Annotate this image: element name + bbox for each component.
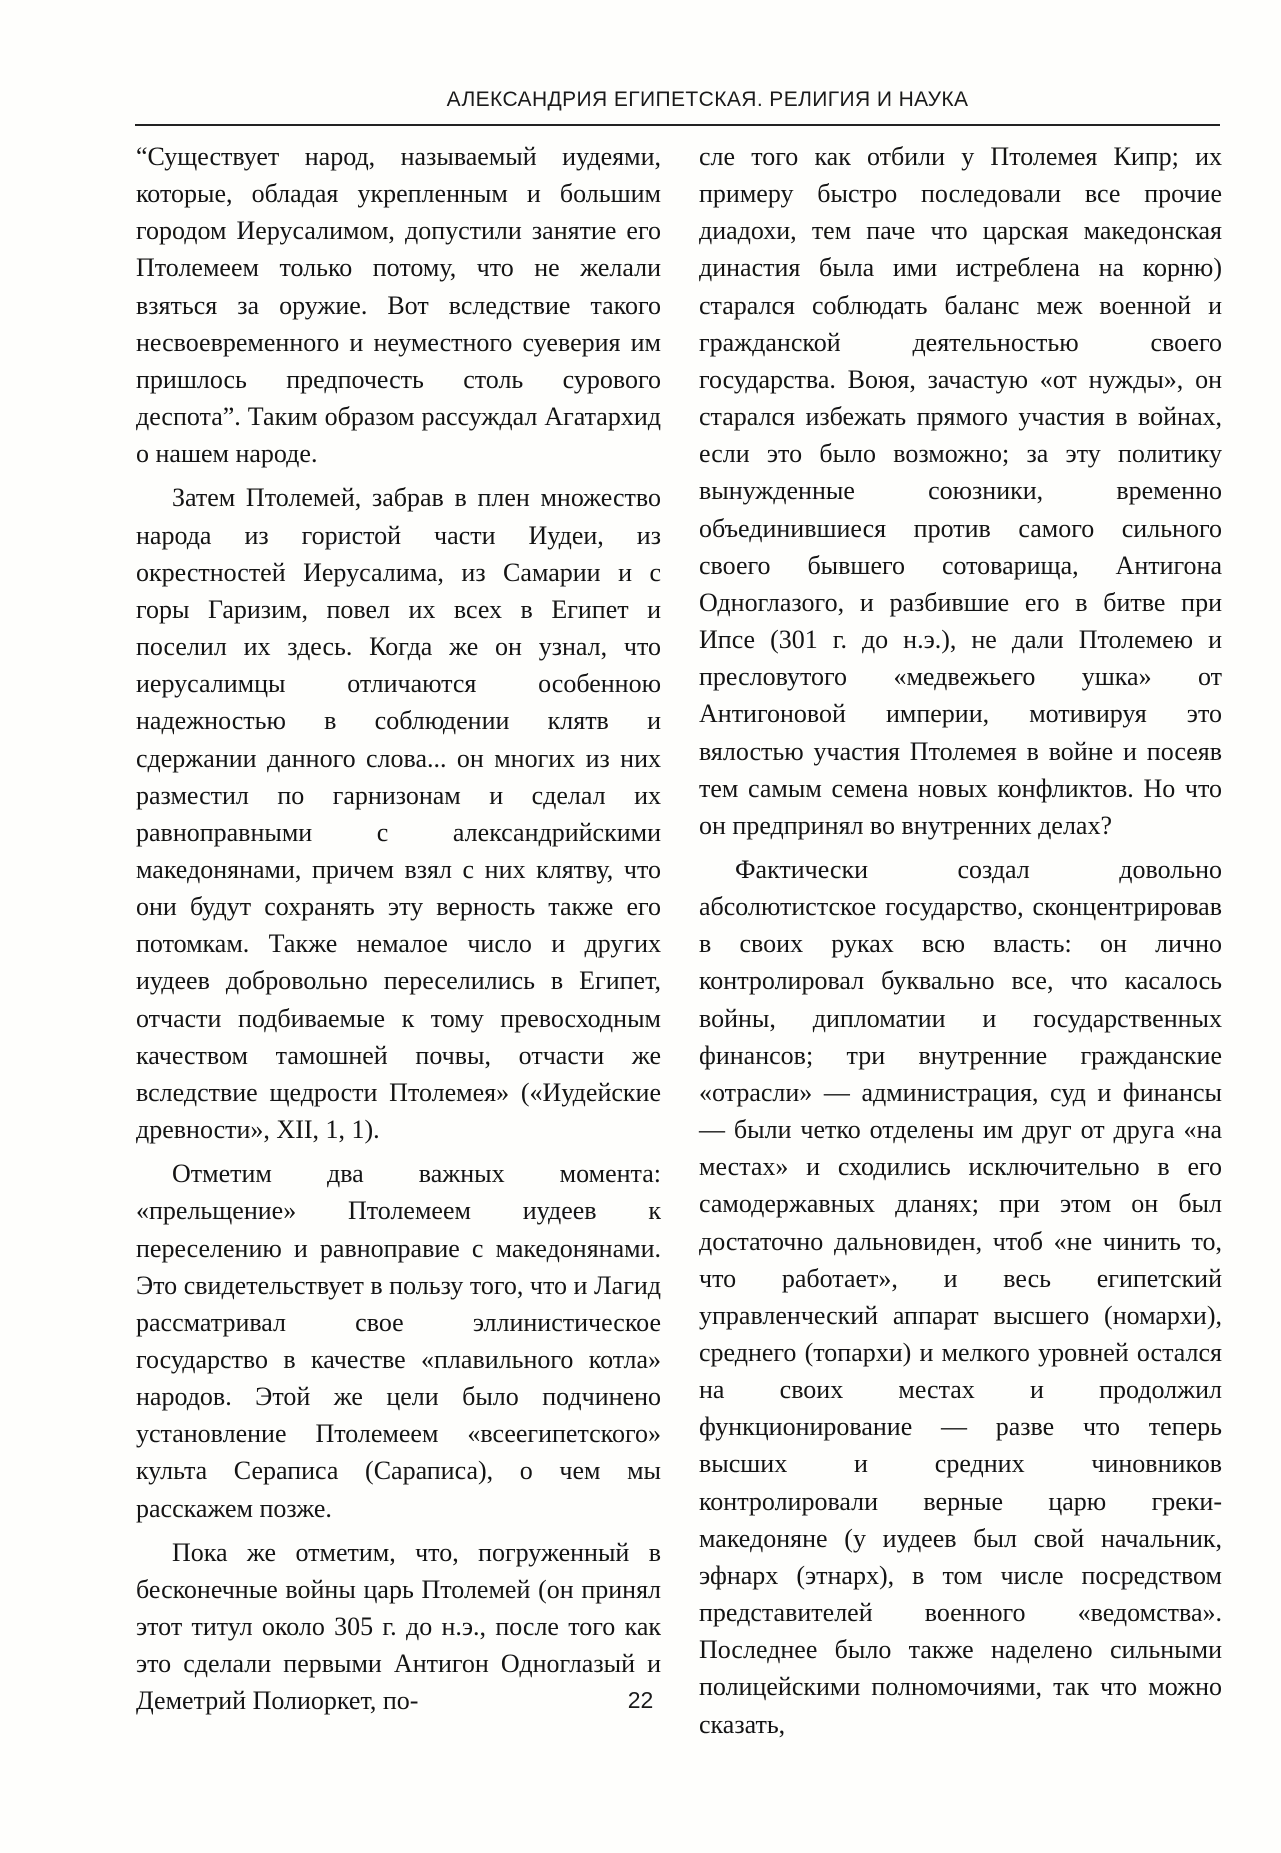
- page-number: 22: [627, 1687, 654, 1713]
- paragraph: “Существует народ, называемый иудеями, которые, обладая укрепленным и большим городом Иерусалимом, допустили занятие его Птолемеем только потому, что не желали взяться за оружие. Вот вследствие такого несвоевременного и неуместного суеверия им пришлось предпочесть столь сурового деспота”. Таким образом рассуждал Агатархид о нашем народе.: [136, 142, 661, 469]
- right-text-column: [699, 138, 1222, 1750]
- paragraph: Фактически создал довольно абсолютистское государство, сконцентрировав в своих руках всю власть: он лично контролировал буквально все, что касалось войны, дипломатии и государственных финансов; три внутренние гражданские «отрасли» — администрация, суд и финансы — были четко отделены им друг от друга «на местах» и сходились исключительно в его самодержавных дланях; при этом он был достаточно дальновиден, чтоб «не чинить то, что работает», и весь египетский управленческий аппарат высшего (номархи), среднего (топархи) и мелкого уровней остался на своих местах и продолжил функционирование — разве что теперь высших и средних чиновников контролировали верные царю греки-македоняне (у иудеев был свой начальник, эфнарх (этнарх), в том числе посредством представителей военного «ведомства». Последнее было также наделено сильными полицейскими полномочиями, так что можно сказать,: [699, 854, 1222, 1739]
- left-text-column: [136, 138, 661, 1727]
- running-header: АЛЕКСАНДРИЯ ЕГИПЕТСКАЯ. РЕЛИГИЯ И НАУКА: [446, 88, 969, 111]
- header-rule: [135, 124, 1220, 126]
- paragraph: сле того как отбили у Птолемея Кипр; их примеру быстро последовали все прочие диадохи, тем паче что царская македонская династия была ими истреблена на корню) старался соблюдать баланс меж военной и гражданской деятельностью своего государства. Воюя, зачастую «от нужды», он старался избежать прямого участия в войнах, если это было возможно; за эту политику вынужденные союзники, временно объединившиеся против самого сильного своего бывшего сотоварища, Антигона Одноглазого, и разбившие его в битве при Ипсе (301 г. до н.э.), не дали Птолемею и пресловутого «медвежьего ушка» от Антигоновой империи, мотивируя это вялостью участия Птолемея в войне и посеяв тем самым семена новых конфликтов. Но что он предпринял во внутренних делах?: [699, 142, 1222, 840]
- paragraph: Пока же отметим, что, погруженный в бесконечные войны царь Птолемей (он принял этот титул около 305 г. до н.э., после того как это сделали первыми Антигон Одноглазый и Деметрий Полиоркет, по-: [136, 1537, 661, 1716]
- paragraph: Затем Птолемей, забрав в плен множество народа из гористой части Иудеи, из окрестностей Иерусалима, из Самарии и с горы Гаризим, повел их всех в Египет и поселил их здесь. Когда же он узнал, что иерусалимцы отличаются особенною надежностью в соблюдении клятв и сдержании данного слова... он многих из них разместил по гарнизонам и сделал их равноправными с александрийскими македонянами, причем взял с них клятву, что они будут сохранять эту верность также его потомкам. Также немалое число и других иудеев добровольно переселились в Египет, отчасти подбиваемые к тому превосходным качеством тамошней почвы, отчасти же вследствие щедрости Птолемея» («Иудейские древности», XII, 1, 1).: [136, 483, 661, 1145]
- paragraph: Отметим два важных момента: «прельщение» Птолемеем иудеев к переселению и равноправие с македонянами. Это свидетельствует в пользу того, что и Лагид рассматривал свое эллинистическое государство в качестве «плавильного котла» народов. Этой же цели было подчинено установление Птолемеем «всеегипетского» культа Сераписа (Сараписа), о чем мы расскажем позже.: [136, 1159, 661, 1523]
